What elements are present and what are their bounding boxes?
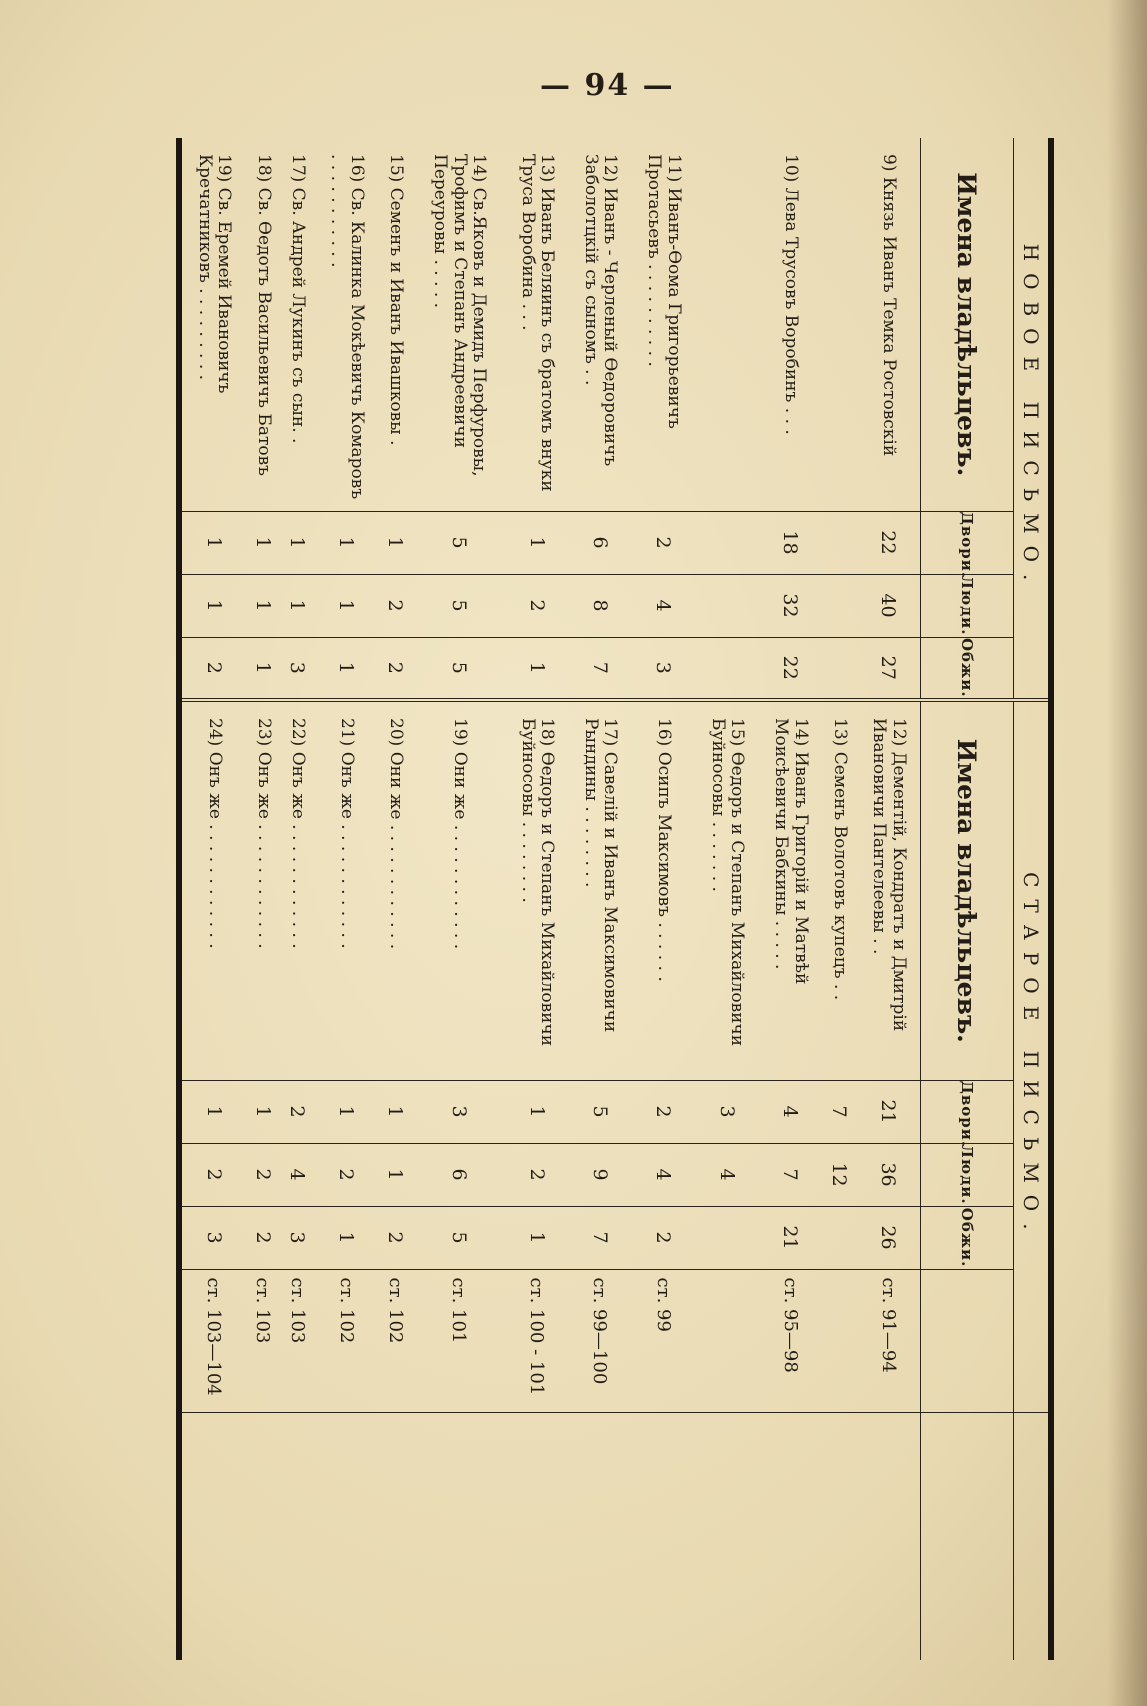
- old-lyud: 1: [378, 1143, 413, 1206]
- old-obzh: 1: [315, 1206, 378, 1269]
- new-lyud: 1: [280, 574, 315, 637]
- header-lyud-new: Люди.: [921, 574, 1014, 637]
- ghost-cell: [505, 1412, 568, 1660]
- old-lyud: 4: [632, 1143, 695, 1206]
- ghost-cell: [246, 1412, 281, 1660]
- ghost-cell: [822, 1412, 857, 1660]
- old-owner-name: 13) Семенъ Волотовъ купецъ . .: [822, 700, 857, 1080]
- old-lyud: 4: [280, 1143, 315, 1206]
- old-obzh: 5: [413, 1206, 505, 1269]
- ghost-cell: [315, 1412, 378, 1660]
- header-dvor-new: Двори.: [921, 511, 1014, 574]
- old-obzh: 2: [378, 1206, 413, 1269]
- header-dvor-old: Двори.: [921, 1080, 1014, 1143]
- old-obzh: 2: [632, 1206, 695, 1269]
- ref: ст. 99—100: [568, 1269, 631, 1412]
- ghost-cell: [695, 1412, 758, 1660]
- ghost-cell: [413, 1412, 505, 1660]
- page-number: — 94 —: [540, 68, 675, 103]
- old-obzh: 1: [505, 1206, 568, 1269]
- old-dvor: 3: [695, 1080, 758, 1143]
- header-lyud-old: Люди.: [921, 1143, 1014, 1206]
- ref: ст. 100 - 101: [505, 1269, 568, 1412]
- old-lyud: 2: [182, 1143, 246, 1206]
- ref: ст. 91—94: [856, 1269, 920, 1412]
- new-obzh: 27: [856, 637, 920, 700]
- new-dvor: 1: [246, 511, 281, 574]
- ref: ст. 95—98: [758, 1269, 821, 1412]
- new-dvor: 1: [280, 511, 315, 574]
- ghost-cell: [758, 1412, 821, 1660]
- rotated-table-frame: [176, 138, 1054, 1660]
- new-owner-name: 9) Князь Иванъ Темка Ростовскій: [878, 154, 899, 457]
- new-owner-name: 11) Иванъ-Ѳома Григорьевичъ Протасьевъ . . . . . . . . . .: [644, 154, 684, 429]
- table-row: [505, 138, 568, 1660]
- new-owner-name: 10) Лева Трусовъ Воробинъ . . .: [780, 154, 801, 435]
- table-row: [568, 138, 631, 1660]
- old-owner-name: 18) Ѳедоръ и Степанъ Михайловичи Буйносовы . . . . . . . .: [505, 700, 568, 1080]
- old-owner-name: 12) Дементій, Кондратъ и Дмитрій Ивановичи Пантелеевы . .: [856, 700, 920, 1080]
- old-dvor: 21: [856, 1080, 920, 1143]
- old-lyud: 36: [856, 1143, 920, 1206]
- table-row: [246, 138, 281, 1660]
- old-owner-name: 17) Савелій и Иванъ Максимовичи Рындины . . . . . . . .: [568, 700, 631, 1080]
- ghost-cell: [632, 1412, 695, 1660]
- new-obzh: [695, 637, 758, 700]
- old-obzh: 7: [568, 1206, 631, 1269]
- ghost-cell: [280, 1412, 315, 1660]
- table-row: [378, 138, 413, 1660]
- ref: ст. 99: [632, 1269, 695, 1412]
- new-lyud: 1: [182, 574, 246, 637]
- new-owner-name: 15) Семенъ и Иванъ Ивашковы .: [386, 154, 407, 446]
- new-section-title: НОВОЕ ПИСЬМО.: [1014, 138, 1049, 700]
- new-owner-name: 18) Св. Ѳедотъ Васильевичъ Батовъ: [253, 154, 274, 476]
- new-lyud: 5: [413, 574, 505, 637]
- new-obzh: [822, 637, 857, 700]
- new-obzh: 7: [568, 637, 631, 700]
- table-row: [822, 138, 857, 1660]
- new-lyud: 32: [758, 574, 821, 637]
- old-obzh: 3: [280, 1206, 315, 1269]
- new-owner-name: 12) Иванъ - Черленый Ѳедоровичъ Заболотцкій съ сыномъ . .: [580, 154, 621, 467]
- old-lyud: 12: [822, 1143, 857, 1206]
- new-dvor: 1: [182, 511, 246, 574]
- header-names-new: Имена владѣльцевъ.: [921, 138, 1014, 511]
- new-dvor: 1: [505, 511, 568, 574]
- old-dvor: 1: [378, 1080, 413, 1143]
- new-lyud: 1: [315, 574, 378, 637]
- old-dvor: 1: [505, 1080, 568, 1143]
- old-owner-name: 24) Онъ же . . . . . . . . . . . .: [182, 700, 246, 1080]
- new-obzh: 22: [758, 637, 821, 700]
- new-owner-name: [695, 138, 758, 511]
- table-row: [413, 138, 505, 1660]
- ref: ст. 102: [378, 1269, 413, 1412]
- old-dvor: 1: [182, 1080, 246, 1143]
- ref: ст. 103: [246, 1269, 281, 1412]
- new-dvor: 18: [758, 511, 821, 574]
- old-dvor: 5: [568, 1080, 631, 1143]
- table-row: [315, 138, 378, 1660]
- old-owner-name: 23) Онъ же . . . . . . . . . . . .: [246, 700, 281, 1080]
- old-obzh: [695, 1206, 758, 1269]
- old-lyud: 9: [568, 1143, 631, 1206]
- old-dvor: 1: [246, 1080, 281, 1143]
- new-owner-name: 16) Св. Калинка Мокѣевичъ Комаровъ . . . . . . . . . . .: [327, 154, 367, 500]
- old-owner-name: 15) Ѳедоръ и Степанъ Михайловичи Буйносовы . . . . . . .: [695, 700, 758, 1080]
- new-lyud: 2: [378, 574, 413, 637]
- new-dvor: 2: [632, 511, 695, 574]
- ghost-column-header: [1014, 1412, 1049, 1660]
- new-obzh: 1: [246, 637, 281, 700]
- new-obzh: 3: [280, 637, 315, 700]
- new-owner-name: 17) Св. Андрей Лукинъ съ сын. .: [288, 154, 309, 444]
- old-obzh: 26: [856, 1206, 920, 1269]
- new-dvor: 22: [856, 511, 920, 574]
- old-lyud: 2: [505, 1143, 568, 1206]
- old-owner-name: 19) Они же . . . . . . . . . . . .: [413, 700, 505, 1080]
- new-dvor: 6: [568, 511, 631, 574]
- old-lyud: 2: [246, 1143, 281, 1206]
- old-section-title: СТАРОЕ ПИСЬМО.: [1014, 700, 1049, 1412]
- table-row: [182, 138, 246, 1660]
- old-obzh: 2: [246, 1206, 281, 1269]
- new-dvor: [695, 511, 758, 574]
- table-row: [758, 138, 821, 1660]
- header-obzh-new: Обжи.: [921, 637, 1014, 700]
- header-names-old: Имена владѣльцевъ.: [921, 700, 1014, 1080]
- header-obzh-old: Обжи.: [921, 1206, 1014, 1269]
- ref: [695, 1269, 758, 1412]
- ref: ст. 101: [413, 1269, 505, 1412]
- new-dvor: [822, 511, 857, 574]
- new-lyud: 8: [568, 574, 631, 637]
- new-dvor: 1: [378, 511, 413, 574]
- new-dvor: 5: [413, 511, 505, 574]
- old-owner-name: 22) Онъ же . . . . . . . . . . . .: [280, 700, 315, 1080]
- ref: ст. 102: [315, 1269, 378, 1412]
- old-lyud: 4: [695, 1143, 758, 1206]
- old-lyud: 6: [413, 1143, 505, 1206]
- old-owner-name: 14) Иванъ Григорій и Матвѣй Моисѣевичи Бабкины . . . . .: [758, 700, 821, 1080]
- new-obzh: 2: [182, 637, 246, 700]
- old-dvor: 3: [413, 1080, 505, 1143]
- new-owner-name: 14) Св.Яковъ и Демидъ Перфуровы, Трофимъ и Степанъ Андреевичи Переуровы . . . . .: [430, 154, 490, 477]
- ref: [822, 1269, 857, 1412]
- new-owner-name: [822, 138, 857, 511]
- ghost-cell: [182, 1412, 246, 1660]
- table-row: [856, 138, 920, 1660]
- table-row: [280, 138, 315, 1660]
- table-row: [632, 138, 695, 1660]
- old-lyud: 7: [758, 1143, 821, 1206]
- old-lyud: 2: [315, 1143, 378, 1206]
- old-owner-name: 20) Они же . . . . . . . . . . . .: [378, 700, 413, 1080]
- new-owner-name: 13) Иванъ Беляинъ съ братомъ внуки Труса Воробина . . .: [517, 154, 558, 492]
- land-owners-table: [182, 138, 1048, 1660]
- old-dvor: 4: [758, 1080, 821, 1143]
- new-dvor: 1: [315, 511, 378, 574]
- new-obzh: 1: [315, 637, 378, 700]
- new-lyud: 2: [505, 574, 568, 637]
- new-obzh: 2: [378, 637, 413, 700]
- old-dvor: 1: [315, 1080, 378, 1143]
- ghost-cell: [568, 1412, 631, 1660]
- new-obzh: 3: [632, 637, 695, 700]
- old-obzh: 21: [758, 1206, 821, 1269]
- old-dvor: 2: [280, 1080, 315, 1143]
- new-obzh: 5: [413, 637, 505, 700]
- new-lyud: [822, 574, 857, 637]
- binding-shadow: [1107, 0, 1147, 1706]
- ref: ст. 103—104: [182, 1269, 246, 1412]
- ghost-cell: [856, 1412, 920, 1660]
- old-dvor: 2: [632, 1080, 695, 1143]
- header-ghost: [921, 1412, 1014, 1660]
- old-owner-name: 21) Онъ же . . . . . . . . . . . .: [315, 700, 378, 1080]
- old-dvor: 7: [822, 1080, 857, 1143]
- old-obzh: [822, 1206, 857, 1269]
- table-row: [695, 138, 758, 1660]
- new-lyud: 40: [856, 574, 920, 637]
- old-owner-name: 16) Осипъ Максимовъ . . . . . .: [632, 700, 695, 1080]
- new-lyud: 1: [246, 574, 281, 637]
- new-lyud: 4: [632, 574, 695, 637]
- header-ref: [921, 1269, 1014, 1412]
- old-obzh: 3: [182, 1206, 246, 1269]
- ghost-cell: [378, 1412, 413, 1660]
- ref: ст. 103: [280, 1269, 315, 1412]
- new-obzh: 1: [505, 637, 568, 700]
- new-lyud: [695, 574, 758, 637]
- new-owner-name: 19) Св. Еремей Ивановичъ Кречатниковъ . . . . . . . . .: [194, 154, 235, 394]
